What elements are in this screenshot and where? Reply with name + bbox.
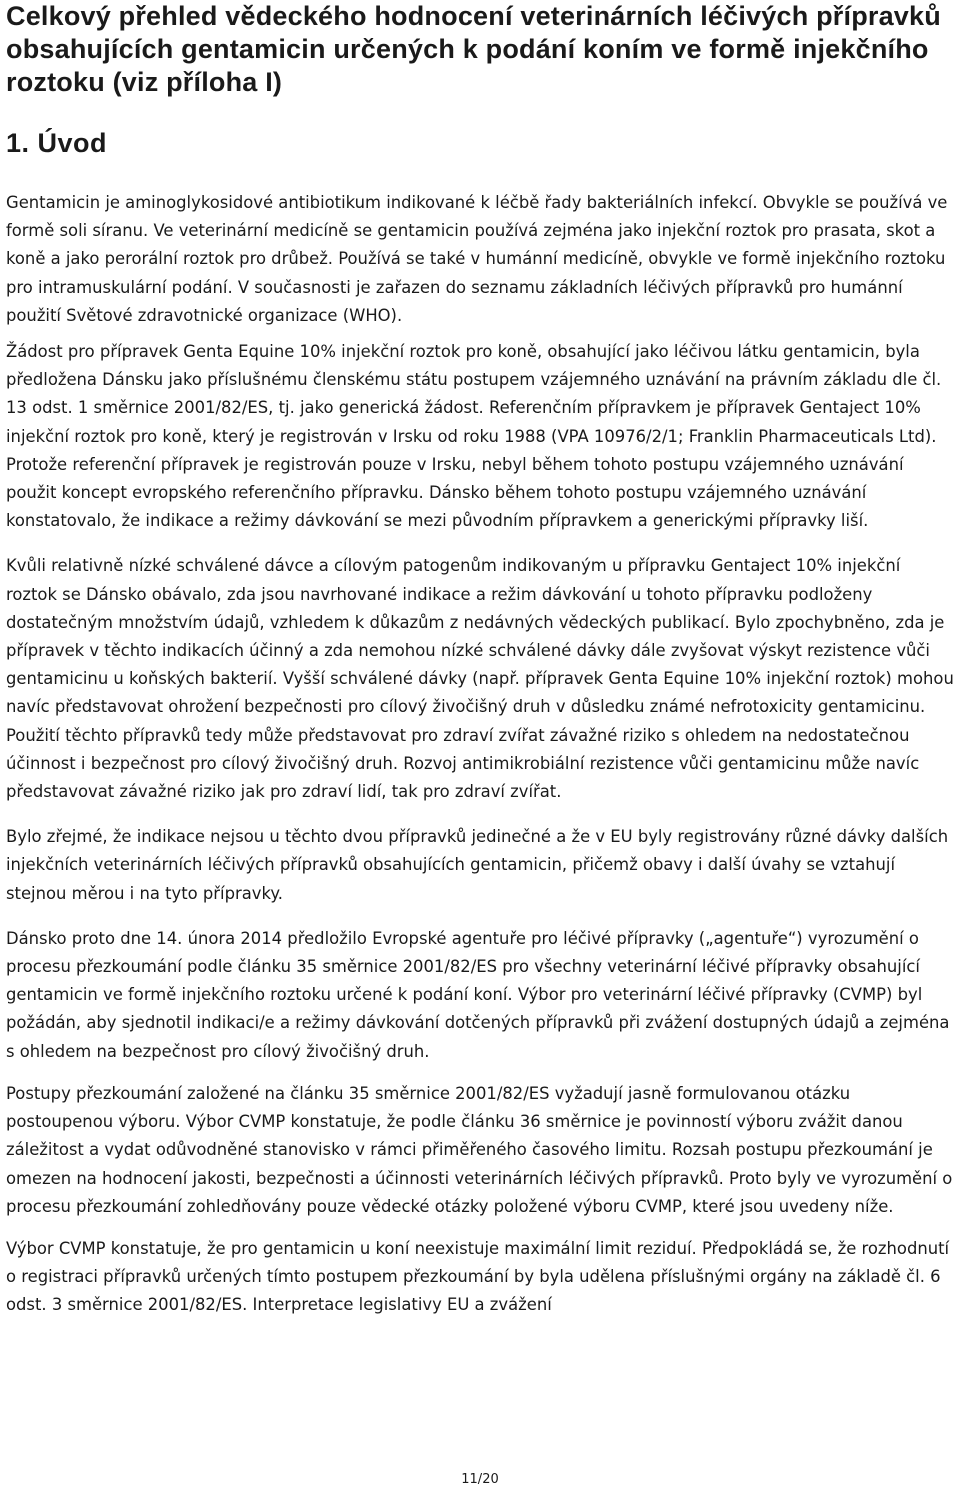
paragraph-referral: Dánsko proto dne 14. února 2014 předložilo Evropské agentuře pro léčivé přípravky („agentuře“) vyrozumění o procesu přezkoumání podle článku 35 směrnice 2001/82/ES pro všechny veterinární léčivé přípravky obsahující gentamicin ve formě injekčního roztoku určené k podání koní. Výbor pro veterinární léčivé přípravky (CVMP) byl požádán, aby sjednotil indikaci/e a režimy dávkování dotčených přípravků při zvážení dostupných údajů a zejména s ohledem na bezpečnost pro cílový živočišný druh. xyxy=(6,928,950,1061)
paragraph-application: Žádost pro přípravek Genta Equine 10% injekční roztok pro koně, obsahující jako léčivou látku gentamicin, byla předložena Dánsku jako příslušnému členskému státu postupem vzájemného uznávání na právním základu dle čl. 13 odst. 1 směrnice 2001/82/ES, tj. jako generická žádost. Referenčním přípravkem je přípravek Gentaject 10% injekční roztok pro koně, který je registrován v Irsku od roku 1988 (VPA 10976/2/1; Franklin Pharmaceuticals Ltd). Protože referenční přípravek je registrován pouze v Irsku, nebyl během tohoto postupu vzájemného uznávání použit koncept evropského referenčního přípravku. Dánsko během tohoto postupu vzájemného uznávání konstatovalo, že indikace a režimy dávkování se mezi původním přípravkem a generickými přípravky liší. xyxy=(6,342,942,531)
paragraph-concerns: Kvůli relativně nízké schválené dávce a cílovým patogenům indikovaným u přípravku Gentaject 10% injekční roztok se Dánsko obávalo, zda jsou navrhované indikace a režim dávkování u tohoto přípravku podloženy dostatečným množstvím údajů, vzhledem k důkazům z nedávných vědeckých publikací. Bylo zpochybněno, zda je přípravek v těchto indikacích účinný a zda nemohou nízké schválené dávky dále zvyšovat výskyt rezistence vůči gentamicinu u koňských bakterií. Vyšší schválené dávky (např. přípravek Genta Equine 10% injekční roztok) mohou navíc představovat ohrožení bezpečnosti pro cílový živočišný druh v důsledku známé nefrotoxicity gentamicinu. Použití těchto přípravků tedy může představovat pro zdraví zvířat závažné riziko s ohledem na nedostatečnou účinnost i bezpečnost pro cílový živočišný druh. Rozvoj antimikrobiální rezistence vůči gentamicinu může navíc představovat závažné riziko jak pro zdraví lidí, tak pro zdraví zvířat. xyxy=(6,556,954,802)
section-heading: 1. Úvod xyxy=(6,128,108,158)
document-title: Celkový přehled vědeckého hodnocení veterinárních léčivých přípravků obsahujících gentamicin určených k podání koním ve formě injekčního roztoku (viz příloha I) xyxy=(6,1,941,97)
paragraph-intro: Gentamicin je aminoglykosidové antibiotikum indikované k léčbě řady bakteriálních infekcí. Obvykle se používá ve formě soli síranu. Ve veterinární medicíně se gentamicin používá zejména jako injekční roztok pro prasata, skot a koně a jako perorální roztok pro drůbež. Používá se také v humánní medicíně, obvykle ve formě injekčního roztoku pro intramuskulární podání. V současnosti je zařazen do seznamu základních léčivých přípravků pro humánní použití Světové zdravotnické organizace (WHO). xyxy=(6,193,948,325)
page-number: 11/20 xyxy=(461,1472,499,1487)
paragraph-mrl: Výbor CVMP konstatuje, že pro gentamicin u koní neexistuje maximální limit reziduí. Předpokládá se, že rozhodnutí o registraci přípravků určených tímto postupem přezkoumání by byla udělena příslušnými orgány na základě čl. 6 odst. 3 směrnice 2001/82/ES. Interpretace legislativy EU a zvážení xyxy=(6,1238,950,1315)
paragraph-procedure: Postupy přezkoumání založené na článku 35 směrnice 2001/82/ES vyžadují jasně formulovanou otázku postoupenou výboru. Výbor CVMP konstatuje, že podle článku 36 směrnice je povinností výboru zvážit danou záležitost a vydat odůvodněné stanovisko v rámci přiměřeného časového limitu. Rozsah postupu přezkoumání je omezen na hodnocení jakosti, bezpečnosti a účinnosti veterinárních léčivých přípravků. Proto byly ve vyrozumění o procesu přezkoumání zohledňovány pouze vědecké otázky položené výboru CVMP, které jsou uvedeny níže. xyxy=(6,1083,953,1216)
paragraph-indications: Bylo zřejmé, že indikace nejsou u těchto dvou přípravků jedinečné a že v EU byly registrovány různé dávky dalších injekčních veterinárních léčivých přípravků obsahujících gentamicin, přičemž obavy i další úvahy se vztahují stejnou měrou i na tyto přípravky. xyxy=(6,827,949,903)
